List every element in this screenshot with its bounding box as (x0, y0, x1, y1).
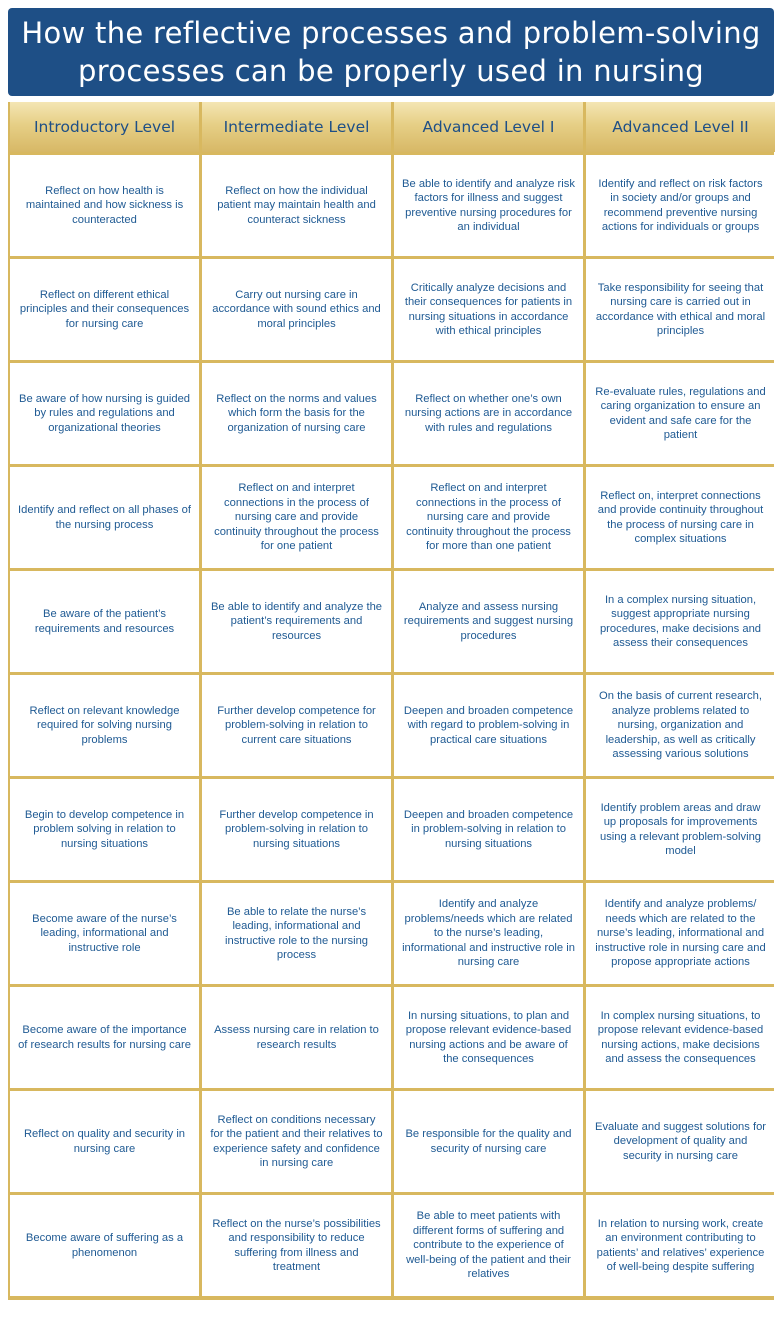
table-cell: Deepen and broaden competence with regard to problem-solving in practical care situations (394, 675, 583, 776)
page-title: How the reflective processes and problem-solving processes can be properly used in nursing (21, 16, 761, 88)
table-cell: Assess nursing care in relation to research results (202, 987, 391, 1088)
table-cell: Re-evaluate rules, regulations and caring organization to ensure an evident and safe care for the patient (586, 363, 775, 464)
table-cell: Become aware of the importance of research results for nursing care (10, 987, 199, 1088)
table-cell: Identify and reflect on all phases of the nursing process (10, 467, 199, 568)
table-cell: Reflect on the norms and values which form the basis for the organization of nursing care (202, 363, 391, 464)
table-cell: Reflect on and interpret connections in the process of nursing care and provide continuity throughout the process for one patient (202, 467, 391, 568)
table-cell: Be responsible for the quality and security of nursing care (394, 1091, 583, 1192)
column-header-intermediate: Intermediate Level (202, 102, 391, 152)
table-cell: Further develop competence for problem-solving in relation to current care situations (202, 675, 391, 776)
table-cell: Analyze and assess nursing requirements and suggest nursing procedures (394, 571, 583, 672)
table-cell: Critically analyze decisions and their consequences for patients in nursing situations in accordance with ethical principles (394, 259, 583, 360)
table-cell: Reflect on, interpret connections and provide continuity throughout the process of nursing care in complex situations (586, 467, 775, 568)
table-cell: Identify problem areas and draw up proposals for improvements using a relevant problem-solving model (586, 779, 775, 880)
table-cell: Become aware of suffering as a phenomenon (10, 1195, 199, 1296)
competence-table (8, 102, 774, 1300)
table-cell: Reflect on how health is maintained and how sickness is counteracted (10, 155, 199, 256)
table-cell: Reflect on quality and security in nursing care (10, 1091, 199, 1192)
table-cell: Be aware of how nursing is guided by rules and regulations and organizational theories (10, 363, 199, 464)
table-cell: Become aware of the nurse’s leading, informational and instructive role (10, 883, 199, 984)
table-cell: Be able to relate the nurse’s leading, informational and instructive role to the nursing process (202, 883, 391, 984)
table-cell: Take responsibility for seeing that nursing care is carried out in accordance with ethical and moral principles (586, 259, 775, 360)
column-header-advanced-2: Advanced Level II (586, 102, 775, 152)
table-cell: Be able to identify and analyze risk factors for illness and suggest preventive nursing procedures for an individual (394, 155, 583, 256)
table-cell: Further develop competence in problem-solving in relation to nursing situations (202, 779, 391, 880)
table-cell: Be able to meet patients with different forms of suffering and contribute to the experience of well-being of the patient and their relatives (394, 1195, 583, 1296)
table-cell: Be aware of the patient’s requirements and resources (10, 571, 199, 672)
column-header-advanced-1: Advanced Level I (394, 102, 583, 152)
table-cell: Reflect on the nurse’s possibilities and responsibility to reduce suffering from illness and treatment (202, 1195, 391, 1296)
table-cell: In complex nursing situations, to propose relevant evidence-based nursing actions, make decisions and assess the consequences (586, 987, 775, 1088)
table-cell: In a complex nursing situation, suggest appropriate nursing procedures, make decisions and assess their consequences (586, 571, 775, 672)
table-cell: Reflect on whether one’s own nursing actions are in accordance with rules and regulations (394, 363, 583, 464)
table-cell: Reflect on different ethical principles and their consequences for nursing care (10, 259, 199, 360)
table-cell: Carry out nursing care in accordance with sound ethics and moral principles (202, 259, 391, 360)
table-cell: Deepen and broaden competence in problem-solving in relation to nursing situations (394, 779, 583, 880)
table-cell: Be able to identify and analyze the patient’s requirements and resources (202, 571, 391, 672)
table-cell: Reflect on and interpret connections in the process of nursing care and provide continuity throughout the process for more than one patient (394, 467, 583, 568)
column-header-introductory: Introductory Level (10, 102, 199, 152)
table-cell: Evaluate and suggest solutions for development of quality and security in nursing care (586, 1091, 775, 1192)
table-cell: Reflect on how the individual patient may maintain health and counteract sickness (202, 155, 391, 256)
table-cell: Identify and reflect on risk factors in society and/or groups and recommend preventive nursing actions for individuals or groups (586, 155, 775, 256)
table-cell: Reflect on relevant knowledge required for solving nursing problems (10, 675, 199, 776)
table-cell: In nursing situations, to plan and propose relevant evidence-based nursing actions and be aware of the consequences (394, 987, 583, 1088)
table-cell: On the basis of current research, analyze problems related to nursing, organization and leadership, as well as critically assessing various solutions (586, 675, 775, 776)
title-banner (8, 8, 774, 96)
table-cell: Identify and analyze problems/ needs which are related to the nurse’s leading, informational and instructive role in nursing care and propose appropriate actions (586, 883, 775, 984)
table-cell: In relation to nursing work, create an environment contributing to patients’ and relatives’ experience of well-being despite suffering (586, 1195, 775, 1296)
table-cell: Identify and analyze problems/needs which are related to the nurse’s leading, informational and instructive role in nursing care (394, 883, 583, 984)
table-cell: Reflect on conditions necessary for the patient and their relatives to experience safety and confidence in nursing care (202, 1091, 391, 1192)
table-cell: Begin to develop competence in problem solving in relation to nursing situations (10, 779, 199, 880)
